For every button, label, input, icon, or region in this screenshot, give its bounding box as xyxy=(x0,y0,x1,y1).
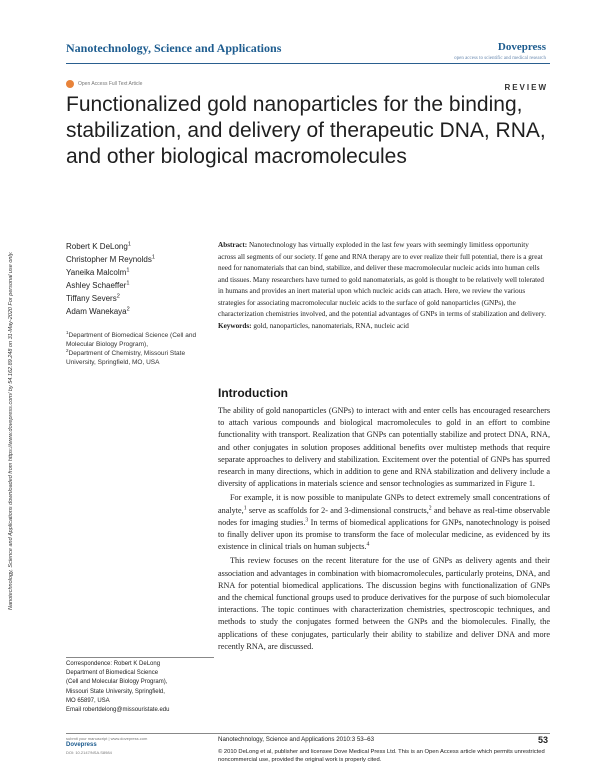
author: Ashley Schaeffer$^1$ xyxy=(66,280,130,290)
publisher-logo: Dovepress xyxy=(497,41,546,53)
footer-publisher xyxy=(66,735,216,756)
author-list xyxy=(66,240,216,318)
open-access-icon xyxy=(66,80,74,88)
publisher-tagline: open access to scientific and medical research xyxy=(454,56,546,61)
paragraph: The ability of gold nanoparticles (GNPs) to interact with and enter cells has encouraged researchers to attach various compounds and biological macromolecules to gold in an effort to combine functionality with transport. Realization that GNPs can potentially stabilize and protect DNA, RNA, and other conjugates in solution proposes additional benefits over multistep methods that require separate approaches to delivery and stabilization. Excitement over the potential of GNPs has spurred research in many directions, which in addition to gene and RNA stabilization and delivery include a diversity of applications in materials science and sensor technologies as summarized in Figure 1. xyxy=(218,406,550,489)
download-notice: Nanotechnology, Science and Applications downloaded from https://www.dovepress.com/ by 54.162.89.248 on 31-May-2020 For personal use only. xyxy=(8,251,14,610)
affiliation: $^1$Department of Biomedical Science (Cell and Molecular Biology Program), xyxy=(66,329,197,348)
download-sidebar xyxy=(5,110,35,610)
page-number: 53 xyxy=(537,735,548,745)
paragraph: This review focuses on the recent literature for the use of GNPs as delivery agents and their association and advantages in combination with biomacromolecules, particularly proteins, DNA, and RNA for potential biomedical applications. The discussion begins with functionalization of GNPs and the chemical functional groups used to produce derivatives for the purpose of such biomolecular interactions. The topic continues with characterization chemistries, spectroscopic techniques, and methods to study the conjugates formed between the GNPs and the biomolecules. Finally, the applications of these conjugates, particularly their ability to stabilize and deliver DNA and more recently RNA, are discussed. xyxy=(218,556,550,651)
abstract-label: Abstract: xyxy=(218,241,248,249)
citation: Nanotechnology, Science and Applications 2010:3 53–63 xyxy=(218,736,375,743)
footer-divider xyxy=(66,733,550,734)
author: Adam Wanekaya$^2$ xyxy=(66,306,130,316)
introduction-body xyxy=(218,405,550,655)
paragraph: For example, it is now possible to manipulate GNPs to detect extremely small concentrations of analyte,$^1$ serve as scaffolds for 2- and 3-dimensional constructs,$^2$ and behave as real-time observable nodes for imaging studies.$^3$ In terms of biomedical applications for GNPs, nanotechnology is poised to finally deliver upon its promise to transform the face of molecular medicine, as evidenced by its existence in clinical trials on human subjects.$^4$ xyxy=(218,493,551,552)
journal-name: Nanotechnology, Science and Applications xyxy=(66,41,282,55)
author: Robert K DeLong$^1$ xyxy=(66,241,131,251)
correspondence-divider xyxy=(66,657,214,658)
submit-link[interactable]: submit your manuscript | www.dovepress.com xyxy=(66,736,148,741)
open-access-badge xyxy=(66,80,142,88)
open-access-label: Open Access Full Text Article xyxy=(78,81,143,87)
article-type: REVIEW xyxy=(504,83,548,92)
author: Yaneika Malcolm$^1$ xyxy=(66,267,130,277)
abstract-text: Nanotechnology has virtually exploded in the last few years with seemingly limitless opportunity across all segments of our society. If gene and RNA therapy are to ever realize their full potential, there is a great need for nanomaterials that can bind, stabilize, and deliver these macromolecular nucleic acids into human cells and tissues. Many researchers have turned to gold nanomaterials, as gold is thought to be relatively well tolerated in humans and provides an inert material upon which nucleic acids can attach. Here, we review the various strategies for associating macromolecular nucleic acids to the surface of gold nanoparticles (GNPs), the characterization chemistries involved, and the potential advantages of GNPs in terms of stabilization and delivery. xyxy=(218,241,547,318)
author: Christopher M Reynolds$^1$ xyxy=(66,254,155,264)
affiliations xyxy=(66,331,216,367)
affiliation: $^2$Department of Chemistry, Missouri State University, Springfield, MO, USA xyxy=(66,347,186,366)
footer-logo: Dovepress xyxy=(66,742,97,748)
section-heading: Introduction xyxy=(218,386,288,400)
article-title: Functionalized gold nanoparticles for the binding, stabilization, and delivery of therapeutic DNA, RNA, and other biological macromolecules xyxy=(66,93,546,168)
keywords-label: Keywords: xyxy=(218,321,252,330)
correspondence: Correspondence: Robert K DeLong Department of Biomedical Science (Cell and Molecular Biology Program), Missouri State University, Springfield, MO 65897, USA Email robertdelong@missouristate.edu xyxy=(66,660,214,715)
author: Tiffany Severs$^2$ xyxy=(66,293,120,303)
keywords: gold, nanoparticles, nanomaterials, RNA, nucleic acid xyxy=(253,321,409,330)
doi: DOI: 10.2147/NSA.S8984 xyxy=(66,750,112,755)
correspondence-email[interactable]: Email robertdelong@missouristate.edu xyxy=(66,707,170,714)
header-divider xyxy=(66,63,550,64)
abstract xyxy=(218,240,548,332)
copyright: © 2010 DeLong et al, publisher and licensee Dove Medical Press Ltd. This is an Open Access article which permits unrestricted noncommercial use, provided the original work is properly cited. xyxy=(218,749,545,763)
